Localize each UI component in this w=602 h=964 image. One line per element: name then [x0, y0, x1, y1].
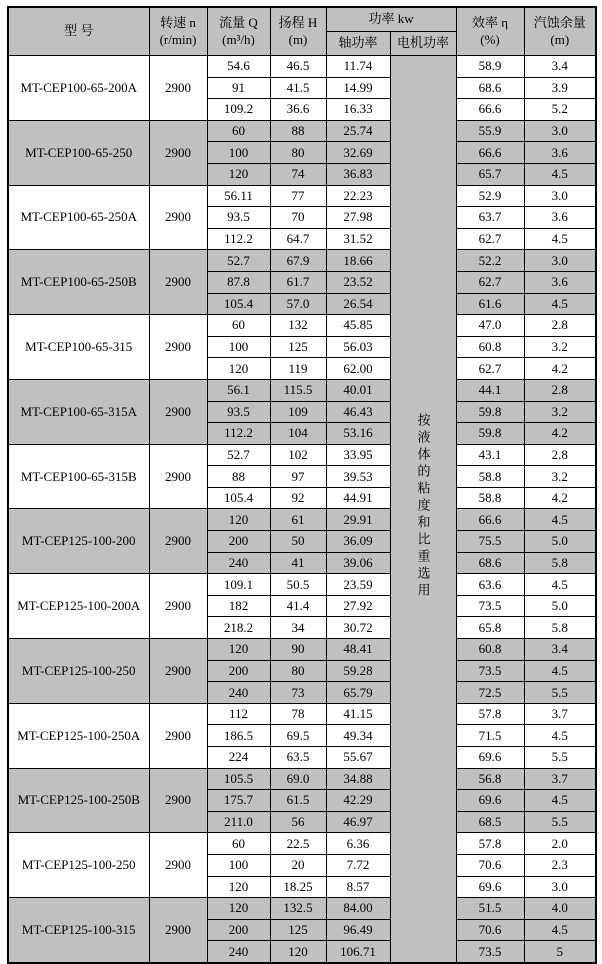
shaft-power-cell: 11.74 — [326, 56, 390, 78]
head-cell: 77 — [270, 185, 326, 207]
shaft-power-cell: 33.95 — [326, 444, 390, 466]
efficiency-cell: 51.5 — [456, 898, 524, 920]
npsh-cell: 2.8 — [524, 379, 596, 401]
shaft-power-cell: 8.57 — [326, 876, 390, 898]
npsh-cell: 4.5 — [524, 574, 596, 596]
npsh-cell: 5.5 — [524, 747, 596, 769]
efficiency-cell: 71.5 — [456, 725, 524, 747]
efficiency-cell: 65.7 — [456, 163, 524, 185]
head-cell: 34 — [270, 617, 326, 639]
flow-cell: 182 — [207, 595, 270, 617]
head-cell: 57.0 — [270, 293, 326, 315]
efficiency-cell: 75.5 — [456, 531, 524, 553]
flow-cell: 93.5 — [207, 207, 270, 229]
head-cell: 125 — [270, 336, 326, 358]
efficiency-cell: 69.6 — [456, 790, 524, 812]
efficiency-cell: 68.6 — [456, 552, 524, 574]
flow-cell: 200 — [207, 919, 270, 941]
table-row — [8, 315, 596, 337]
npsh-cell: 3.0 — [524, 185, 596, 207]
speed-cell: 2900 — [149, 379, 207, 444]
shaft-power-cell: 56.03 — [326, 336, 390, 358]
npsh-cell: 5 — [524, 941, 596, 963]
shaft-power-cell: 25.74 — [326, 120, 390, 142]
speed-cell: 2900 — [149, 509, 207, 574]
npsh-cell: 5.0 — [524, 595, 596, 617]
npsh-cell: 4.5 — [524, 163, 596, 185]
efficiency-cell: 59.8 — [456, 401, 524, 423]
shaft-power-cell: 49.34 — [326, 725, 390, 747]
npsh-cell: 3.6 — [524, 142, 596, 164]
npsh-cell: 4.2 — [524, 487, 596, 509]
npsh-cell: 5.8 — [524, 617, 596, 639]
speed-cell: 2900 — [149, 56, 207, 121]
head-cell: 115.5 — [270, 379, 326, 401]
shaft-power-cell: 29.91 — [326, 509, 390, 531]
col-header-speed — [149, 7, 207, 56]
col-header-npsh-line2: (m) — [550, 31, 570, 47]
table-header — [8, 7, 596, 56]
head-cell: 109 — [270, 401, 326, 423]
flow-cell: 120 — [207, 876, 270, 898]
col-header-speed-line1: 转速 n — [160, 15, 196, 31]
table-body — [8, 56, 596, 963]
head-cell: 90 — [270, 639, 326, 661]
speed-cell: 2900 — [149, 703, 207, 768]
model-cell: MT-CEP125-100-250 — [8, 639, 149, 704]
model-cell: MT-CEP125-100-250 — [8, 833, 149, 898]
flow-cell: 120 — [207, 639, 270, 661]
flow-cell: 240 — [207, 682, 270, 704]
flow-cell: 100 — [207, 336, 270, 358]
npsh-cell: 3.0 — [524, 120, 596, 142]
shaft-power-cell: 39.06 — [326, 552, 390, 574]
head-cell: 80 — [270, 660, 326, 682]
efficiency-cell: 65.8 — [456, 617, 524, 639]
flow-cell: 175.7 — [207, 790, 270, 812]
head-cell: 88 — [270, 120, 326, 142]
shaft-power-cell: 42.29 — [326, 790, 390, 812]
shaft-power-cell: 40.01 — [326, 379, 390, 401]
shaft-power-cell: 14.99 — [326, 77, 390, 99]
flow-cell: 211.0 — [207, 811, 270, 833]
shaft-power-cell: 45.85 — [326, 315, 390, 337]
model-cell: MT-CEP100-65-315A — [8, 379, 149, 444]
npsh-cell: 4.2 — [524, 423, 596, 445]
col-header-head-line2: (m) — [288, 31, 308, 47]
efficiency-cell: 43.1 — [456, 444, 524, 466]
table-row — [8, 703, 596, 725]
npsh-cell: 5.2 — [524, 99, 596, 121]
shaft-power-cell: 65.79 — [326, 682, 390, 704]
head-cell: 73 — [270, 682, 326, 704]
efficiency-cell: 62.7 — [456, 228, 524, 250]
speed-cell: 2900 — [149, 833, 207, 898]
shaft-power-cell: 16.33 — [326, 99, 390, 121]
npsh-cell: 3.6 — [524, 271, 596, 293]
shaft-power-cell: 7.72 — [326, 854, 390, 876]
shaft-power-cell: 55.67 — [326, 747, 390, 769]
model-cell: MT-CEP100-65-315 — [8, 315, 149, 380]
flow-cell: 109.2 — [207, 99, 270, 121]
head-cell: 41.4 — [270, 595, 326, 617]
efficiency-cell: 62.7 — [456, 271, 524, 293]
npsh-cell: 3.9 — [524, 77, 596, 99]
npsh-cell: 3.6 — [524, 207, 596, 229]
table-row — [8, 574, 596, 596]
model-cell: MT-CEP125-100-200A — [8, 574, 149, 639]
efficiency-cell: 61.6 — [456, 293, 524, 315]
flow-cell: 60 — [207, 315, 270, 337]
table-row — [8, 56, 596, 78]
table-row — [8, 833, 596, 855]
flow-cell: 240 — [207, 552, 270, 574]
efficiency-cell: 69.6 — [456, 876, 524, 898]
npsh-cell: 4.5 — [524, 228, 596, 250]
shaft-power-cell: 53.16 — [326, 423, 390, 445]
head-cell: 120 — [270, 941, 326, 963]
speed-cell: 2900 — [149, 185, 207, 250]
efficiency-cell: 62.7 — [456, 358, 524, 380]
shaft-power-cell: 39.53 — [326, 466, 390, 488]
head-cell: 36.6 — [270, 99, 326, 121]
shaft-power-cell: 84.00 — [326, 898, 390, 920]
model-cell: MT-CEP100-65-250 — [8, 120, 149, 185]
head-cell: 46.5 — [270, 56, 326, 78]
npsh-cell: 4.5 — [524, 790, 596, 812]
col-header-shaft-power-label: 轴功率 — [338, 35, 378, 51]
col-header-speed-line2: (r/min) — [159, 31, 197, 47]
shaft-power-cell: 34.88 — [326, 768, 390, 790]
shaft-power-cell: 46.43 — [326, 401, 390, 423]
flow-cell: 100 — [207, 142, 270, 164]
shaft-power-cell: 18.66 — [326, 250, 390, 272]
efficiency-cell: 58.9 — [456, 56, 524, 78]
efficiency-cell: 58.8 — [456, 466, 524, 488]
model-cell: MT-CEP125-100-315 — [8, 898, 149, 963]
model-cell: MT-CEP125-100-200 — [8, 509, 149, 574]
head-cell: 132 — [270, 315, 326, 337]
npsh-cell: 4.5 — [524, 725, 596, 747]
flow-cell: 109.1 — [207, 574, 270, 596]
motor-power-note: 按液体的粘度和比重选用 — [415, 413, 431, 601]
col-header-npsh — [524, 7, 596, 56]
speed-cell: 2900 — [149, 250, 207, 315]
col-header-power-group-label: 功率 kw — [368, 11, 414, 27]
head-cell: 80 — [270, 142, 326, 164]
head-cell: 69.0 — [270, 768, 326, 790]
efficiency-cell: 70.6 — [456, 919, 524, 941]
npsh-cell: 2.0 — [524, 833, 596, 855]
npsh-cell: 4.0 — [524, 898, 596, 920]
flow-cell: 120 — [207, 358, 270, 380]
shaft-power-cell: 62.00 — [326, 358, 390, 380]
shaft-power-cell: 26.54 — [326, 293, 390, 315]
flow-cell: 186.5 — [207, 725, 270, 747]
col-header-motor-power — [390, 32, 456, 56]
npsh-cell: 4.5 — [524, 509, 596, 531]
npsh-cell: 3.2 — [524, 401, 596, 423]
head-cell: 70 — [270, 207, 326, 229]
npsh-cell: 4.5 — [524, 919, 596, 941]
head-cell: 74 — [270, 163, 326, 185]
head-cell: 20 — [270, 854, 326, 876]
efficiency-cell: 44.1 — [456, 379, 524, 401]
flow-cell: 100 — [207, 854, 270, 876]
shaft-power-cell: 41.15 — [326, 703, 390, 725]
table-row — [8, 509, 596, 531]
flow-cell: 88 — [207, 466, 270, 488]
model-cell: MT-CEP100-65-200A — [8, 56, 149, 121]
col-header-flow-line1: 流量 Q — [219, 15, 258, 31]
col-header-npsh-line1: 汽蚀余量 — [533, 15, 586, 31]
flow-cell: 224 — [207, 747, 270, 769]
npsh-cell: 4.5 — [524, 660, 596, 682]
efficiency-cell: 58.8 — [456, 487, 524, 509]
head-cell: 50 — [270, 531, 326, 553]
flow-cell: 105.4 — [207, 293, 270, 315]
shaft-power-cell: 46.97 — [326, 811, 390, 833]
shaft-power-cell: 27.92 — [326, 595, 390, 617]
speed-cell: 2900 — [149, 574, 207, 639]
npsh-cell: 5.5 — [524, 811, 596, 833]
npsh-cell: 3.7 — [524, 703, 596, 725]
flow-cell: 54.6 — [207, 56, 270, 78]
shaft-power-cell: 30.72 — [326, 617, 390, 639]
motor-power-note-cell — [390, 56, 456, 963]
table-row — [8, 120, 596, 142]
head-cell: 50.5 — [270, 574, 326, 596]
col-header-efficiency — [456, 7, 524, 56]
efficiency-cell: 60.8 — [456, 639, 524, 661]
speed-cell: 2900 — [149, 898, 207, 963]
head-cell: 61 — [270, 509, 326, 531]
header-row-1 — [8, 7, 596, 32]
head-cell: 41 — [270, 552, 326, 574]
npsh-cell: 2.8 — [524, 444, 596, 466]
efficiency-cell: 57.8 — [456, 703, 524, 725]
flow-cell: 91 — [207, 77, 270, 99]
efficiency-cell: 70.6 — [456, 854, 524, 876]
head-cell: 119 — [270, 358, 326, 380]
head-cell: 104 — [270, 423, 326, 445]
head-cell: 69.5 — [270, 725, 326, 747]
speed-cell: 2900 — [149, 639, 207, 704]
table-row — [8, 639, 596, 661]
npsh-cell: 5.8 — [524, 552, 596, 574]
npsh-cell: 3.7 — [524, 768, 596, 790]
model-cell: MT-CEP100-65-315B — [8, 444, 149, 509]
efficiency-cell: 68.5 — [456, 811, 524, 833]
flow-cell: 112.2 — [207, 423, 270, 445]
head-cell: 97 — [270, 466, 326, 488]
shaft-power-cell: 36.83 — [326, 163, 390, 185]
head-cell: 41.5 — [270, 77, 326, 99]
efficiency-cell: 59.8 — [456, 423, 524, 445]
npsh-cell: 3.4 — [524, 639, 596, 661]
col-header-shaft-power — [326, 32, 390, 56]
flow-cell: 105.5 — [207, 768, 270, 790]
table-row — [8, 250, 596, 272]
efficiency-cell: 72.5 — [456, 682, 524, 704]
efficiency-cell: 47.0 — [456, 315, 524, 337]
head-cell: 67.9 — [270, 250, 326, 272]
table-row — [8, 768, 596, 790]
efficiency-cell: 66.6 — [456, 142, 524, 164]
flow-cell: 200 — [207, 660, 270, 682]
flow-cell: 60 — [207, 120, 270, 142]
col-header-flow — [207, 7, 270, 56]
flow-cell: 105.4 — [207, 487, 270, 509]
efficiency-cell: 57.8 — [456, 833, 524, 855]
efficiency-cell: 73.5 — [456, 660, 524, 682]
head-cell: 18.25 — [270, 876, 326, 898]
shaft-power-cell: 6.36 — [326, 833, 390, 855]
shaft-power-cell: 96.49 — [326, 919, 390, 941]
shaft-power-cell: 27.98 — [326, 207, 390, 229]
efficiency-cell: 73.5 — [456, 941, 524, 963]
col-header-head-line1: 扬程 H — [278, 15, 318, 31]
shaft-power-cell: 22.23 — [326, 185, 390, 207]
efficiency-cell: 68.6 — [456, 77, 524, 99]
col-header-model — [8, 7, 149, 56]
col-header-head — [270, 7, 326, 56]
head-cell: 61.5 — [270, 790, 326, 812]
flow-cell: 218.2 — [207, 617, 270, 639]
col-header-motor-power-label: 电机功率 — [397, 35, 450, 51]
head-cell: 92 — [270, 487, 326, 509]
efficiency-cell: 52.9 — [456, 185, 524, 207]
speed-cell: 2900 — [149, 120, 207, 185]
flow-cell: 56.11 — [207, 185, 270, 207]
shaft-power-cell: 44.91 — [326, 487, 390, 509]
flow-cell: 240 — [207, 941, 270, 963]
col-header-efficiency-line2: (%) — [480, 31, 500, 47]
shaft-power-cell: 23.52 — [326, 271, 390, 293]
npsh-cell: 2.3 — [524, 854, 596, 876]
model-cell: MT-CEP100-65-250B — [8, 250, 149, 315]
npsh-cell: 4.2 — [524, 358, 596, 380]
table-row — [8, 185, 596, 207]
npsh-cell: 4.5 — [524, 293, 596, 315]
npsh-cell: 3.4 — [524, 56, 596, 78]
head-cell: 125 — [270, 919, 326, 941]
table-row — [8, 379, 596, 401]
shaft-power-cell: 59.28 — [326, 660, 390, 682]
npsh-cell: 3.2 — [524, 466, 596, 488]
shaft-power-cell: 36.09 — [326, 531, 390, 553]
flow-cell: 112 — [207, 703, 270, 725]
npsh-cell: 3.0 — [524, 876, 596, 898]
flow-cell: 52.7 — [207, 444, 270, 466]
efficiency-cell: 73.5 — [456, 595, 524, 617]
flow-cell: 87.8 — [207, 271, 270, 293]
head-cell: 56 — [270, 811, 326, 833]
flow-cell: 52.7 — [207, 250, 270, 272]
npsh-cell: 3.2 — [524, 336, 596, 358]
flow-cell: 120 — [207, 898, 270, 920]
shaft-power-cell: 106.71 — [326, 941, 390, 963]
npsh-cell: 5.5 — [524, 682, 596, 704]
head-cell: 64.7 — [270, 228, 326, 250]
table-row — [8, 898, 596, 920]
col-header-flow-line2: (m³/h) — [222, 31, 255, 47]
shaft-power-cell: 48.41 — [326, 639, 390, 661]
shaft-power-cell: 32.69 — [326, 142, 390, 164]
speed-cell: 2900 — [149, 768, 207, 833]
model-cell: MT-CEP100-65-250A — [8, 185, 149, 250]
efficiency-cell: 63.6 — [456, 574, 524, 596]
flow-cell: 120 — [207, 509, 270, 531]
efficiency-cell: 66.6 — [456, 99, 524, 121]
efficiency-cell: 52.2 — [456, 250, 524, 272]
npsh-cell: 2.8 — [524, 315, 596, 337]
efficiency-cell: 60.8 — [456, 336, 524, 358]
flow-cell: 200 — [207, 531, 270, 553]
flow-cell: 56.1 — [207, 379, 270, 401]
head-cell: 78 — [270, 703, 326, 725]
speed-cell: 2900 — [149, 444, 207, 509]
head-cell: 102 — [270, 444, 326, 466]
model-cell: MT-CEP125-100-250A — [8, 703, 149, 768]
head-cell: 22.5 — [270, 833, 326, 855]
pump-spec-table — [7, 6, 597, 964]
head-cell: 132.5 — [270, 898, 326, 920]
efficiency-cell: 69.6 — [456, 747, 524, 769]
model-cell: MT-CEP125-100-250B — [8, 768, 149, 833]
flow-cell: 120 — [207, 163, 270, 185]
flow-cell: 93.5 — [207, 401, 270, 423]
shaft-power-cell: 23.59 — [326, 574, 390, 596]
flow-cell: 112.2 — [207, 228, 270, 250]
efficiency-cell: 55.9 — [456, 120, 524, 142]
speed-cell: 2900 — [149, 315, 207, 380]
npsh-cell: 5.0 — [524, 531, 596, 553]
efficiency-cell: 63.7 — [456, 207, 524, 229]
col-header-model-label: 型 号 — [64, 23, 94, 39]
npsh-cell: 3.0 — [524, 250, 596, 272]
col-header-efficiency-line1: 效率 η — [471, 15, 509, 31]
table-row — [8, 444, 596, 466]
flow-cell: 60 — [207, 833, 270, 855]
head-cell: 61.7 — [270, 271, 326, 293]
efficiency-cell: 56.8 — [456, 768, 524, 790]
efficiency-cell: 66.6 — [456, 509, 524, 531]
shaft-power-cell: 31.52 — [326, 228, 390, 250]
head-cell: 63.5 — [270, 747, 326, 769]
col-header-power-group — [326, 7, 456, 32]
